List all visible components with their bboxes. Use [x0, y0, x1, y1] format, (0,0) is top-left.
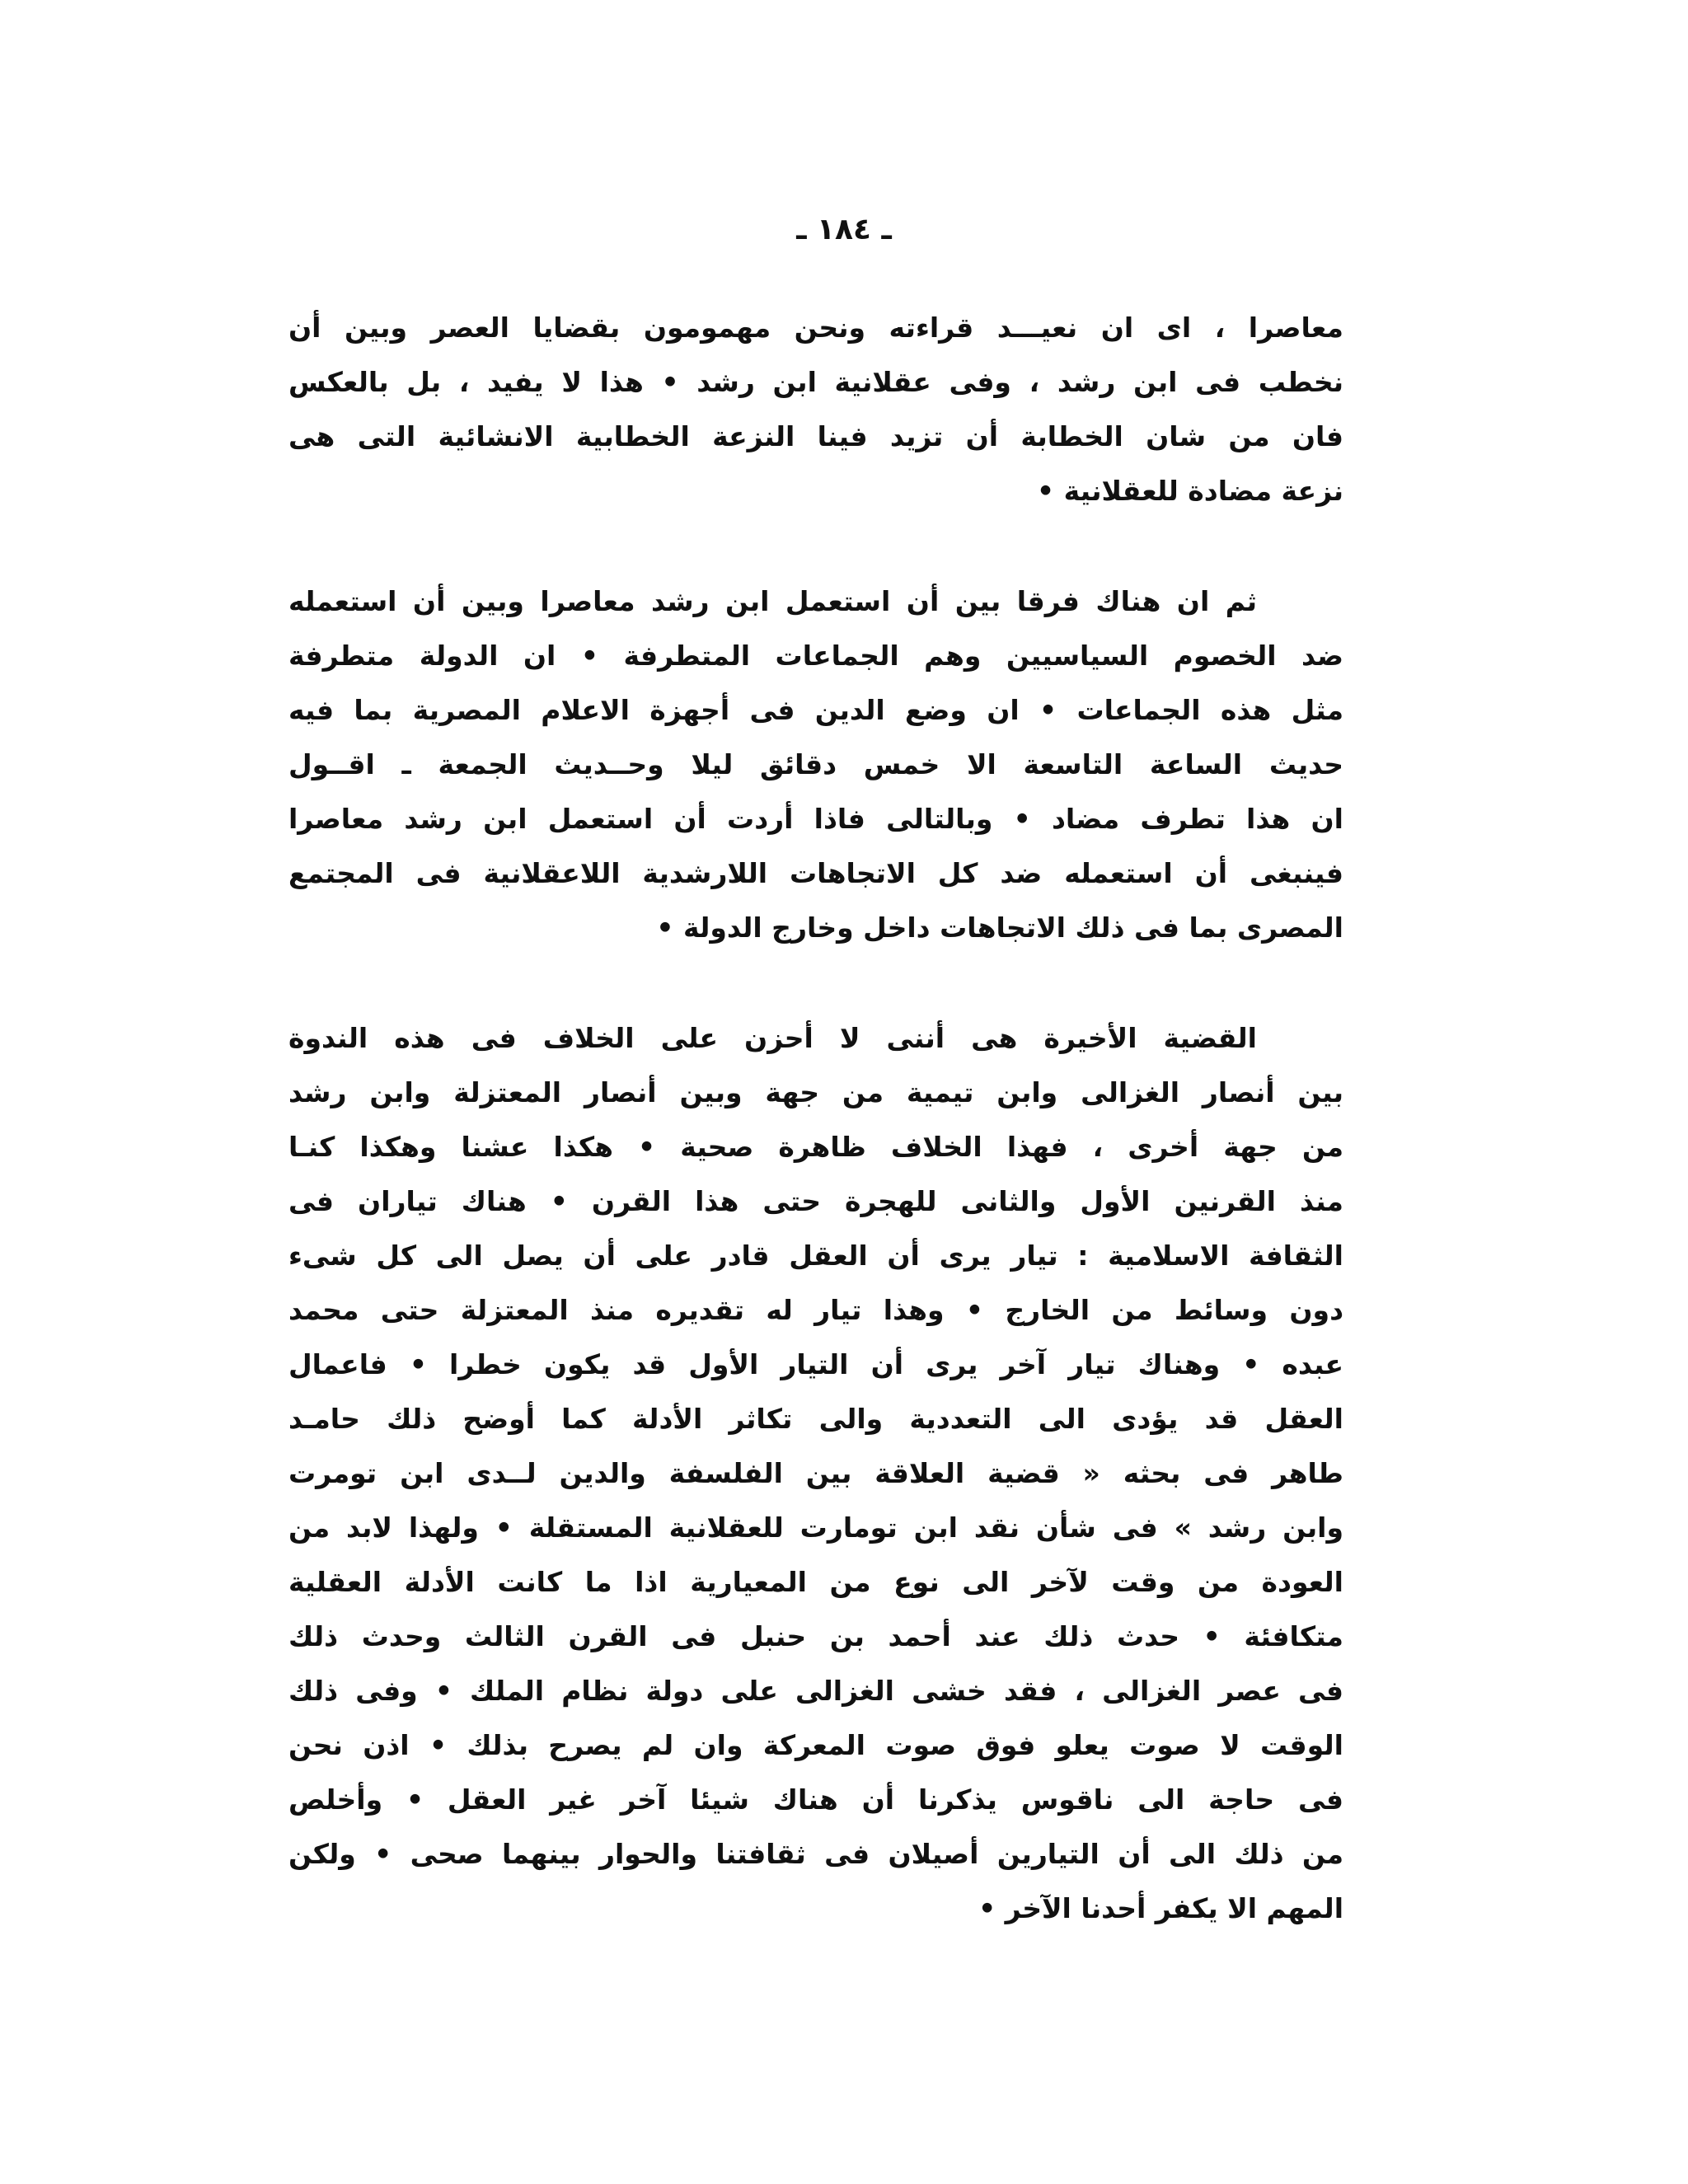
text-line: نخطب فى ابن رشد ، وفى عقلانية ابن رشد • هذا لا يفيد ، بل بالعكس — [288, 366, 1343, 398]
text-body — [288, 301, 1343, 1936]
text-line: منذ القرنين الأول والثانى للهجرة حتى هذا القرن • هناك تياران فى — [288, 1185, 1343, 1217]
text-line: فان من شان الخطابة أن تزيد فينا النزعة الخطابية الانشائية التى هى — [288, 420, 1343, 452]
text-line: المصرى بما فى ذلك الاتجاهات داخل وخارج الدولة • — [656, 912, 1343, 944]
text-line: فينبغى أن استعمله ضد كل الاتجاهات اللارشدية اللاعقلانية فى المجتمع — [288, 857, 1343, 889]
text-line: القضية الأخيرة هى أننى لا أحزن على الخلاف فى هذه الندوة — [288, 1022, 1257, 1054]
text-line: ثم ان هناك فرقا بين أن استعمل ابن رشد معاصرا وبين أن استعمله — [288, 585, 1257, 617]
text-line: طاهر فى بحثه « قضية العلاقة بين الفلسفة والدين لــدى ابن تومرت — [288, 1457, 1343, 1489]
text-line: العودة من وقت لآخر الى نوع من المعيارية اذا ما كانت الأدلة العقلية — [288, 1566, 1343, 1598]
text-line: نزعة مضادة للعقلانية • — [1037, 475, 1343, 507]
text-line: عبده • وهناك تيار آخر يرى أن التيار الأول قد يكون خطرا • فاعمال — [288, 1348, 1343, 1380]
text-line: وابن رشد » فى شأن نقد ابن تومارت للعقلانية المستقلة • ولهذا لابد من — [288, 1511, 1343, 1544]
text-line: متكافئة • حدث ذلك عند أحمد بن حنبل فى القرن الثالث وحدث ذلك — [288, 1620, 1343, 1652]
text-line: الثقافة الاسلامية : تيار يرى أن العقل قادر على أن يصل الى كل شىء — [288, 1240, 1343, 1272]
page-number: ـ ١٨٤ ـ — [796, 213, 892, 246]
text-line: العقل قد يؤدى الى التعددية والى تكاثر الأدلة كما أوضح ذلك حامـد — [288, 1403, 1343, 1435]
text-line: حديث الساعة التاسعة الا خمس دقائق ليلا وحــديث الجمعة ـ اقــول — [288, 748, 1343, 780]
text-line: دون وسائط من الخارج • وهذا تيار له تقديره منذ المعتزلة حتى محمد — [288, 1294, 1343, 1326]
text-line: بين أنصار الغزالى وابن تيمية من جهة وبين أنصار المعتزلة وابن رشد — [288, 1076, 1343, 1108]
text-line: ضد الخصوم السياسيين وهم الجماعات المتطرفة • ان الدولة متطرفة — [288, 640, 1343, 672]
text-line: فى حاجة الى ناقوس يذكرنا أن هناك شيئا آخر غير العقل • وأخلص — [288, 1783, 1343, 1816]
text-line: الوقت لا صوت يعلو فوق صوت المعركة وان لم يصرح بذلك • اذن نحن — [288, 1729, 1343, 1761]
paragraph-2 — [288, 574, 1343, 955]
text-line: فى عصر الغزالى ، فقد خشى الغزالى على دولة نظام الملك • وفى ذلك — [288, 1675, 1343, 1707]
paragraph-3 — [288, 1011, 1343, 1936]
text-line: المهم الا يكفر أحدنا الآخر • — [978, 1892, 1343, 1924]
text-line: من ذلك الى أن التيارين أصيلان فى ثقافتنا والحوار بينهما صحى • ولكن — [288, 1838, 1343, 1870]
paragraph-1 — [288, 301, 1343, 518]
text-line: من جهة أخرى ، فهذا الخلاف ظاهرة صحية • هكذا عشنا وهكذا كنـا — [288, 1131, 1343, 1163]
text-line: ان هذا تطرف مضاد • وبالتالى فاذا أردت أن استعمل ابن رشد معاصرا — [288, 803, 1343, 835]
text-line: مثل هذه الجماعات • ان وضع الدين فى أجهزة الاعلام المصرية بما فيه — [288, 694, 1343, 726]
text-line: معاصرا ، اى ان نعيـــد قراءته ونحن مهمومون بقضايا العصر وبين أن — [288, 312, 1343, 344]
